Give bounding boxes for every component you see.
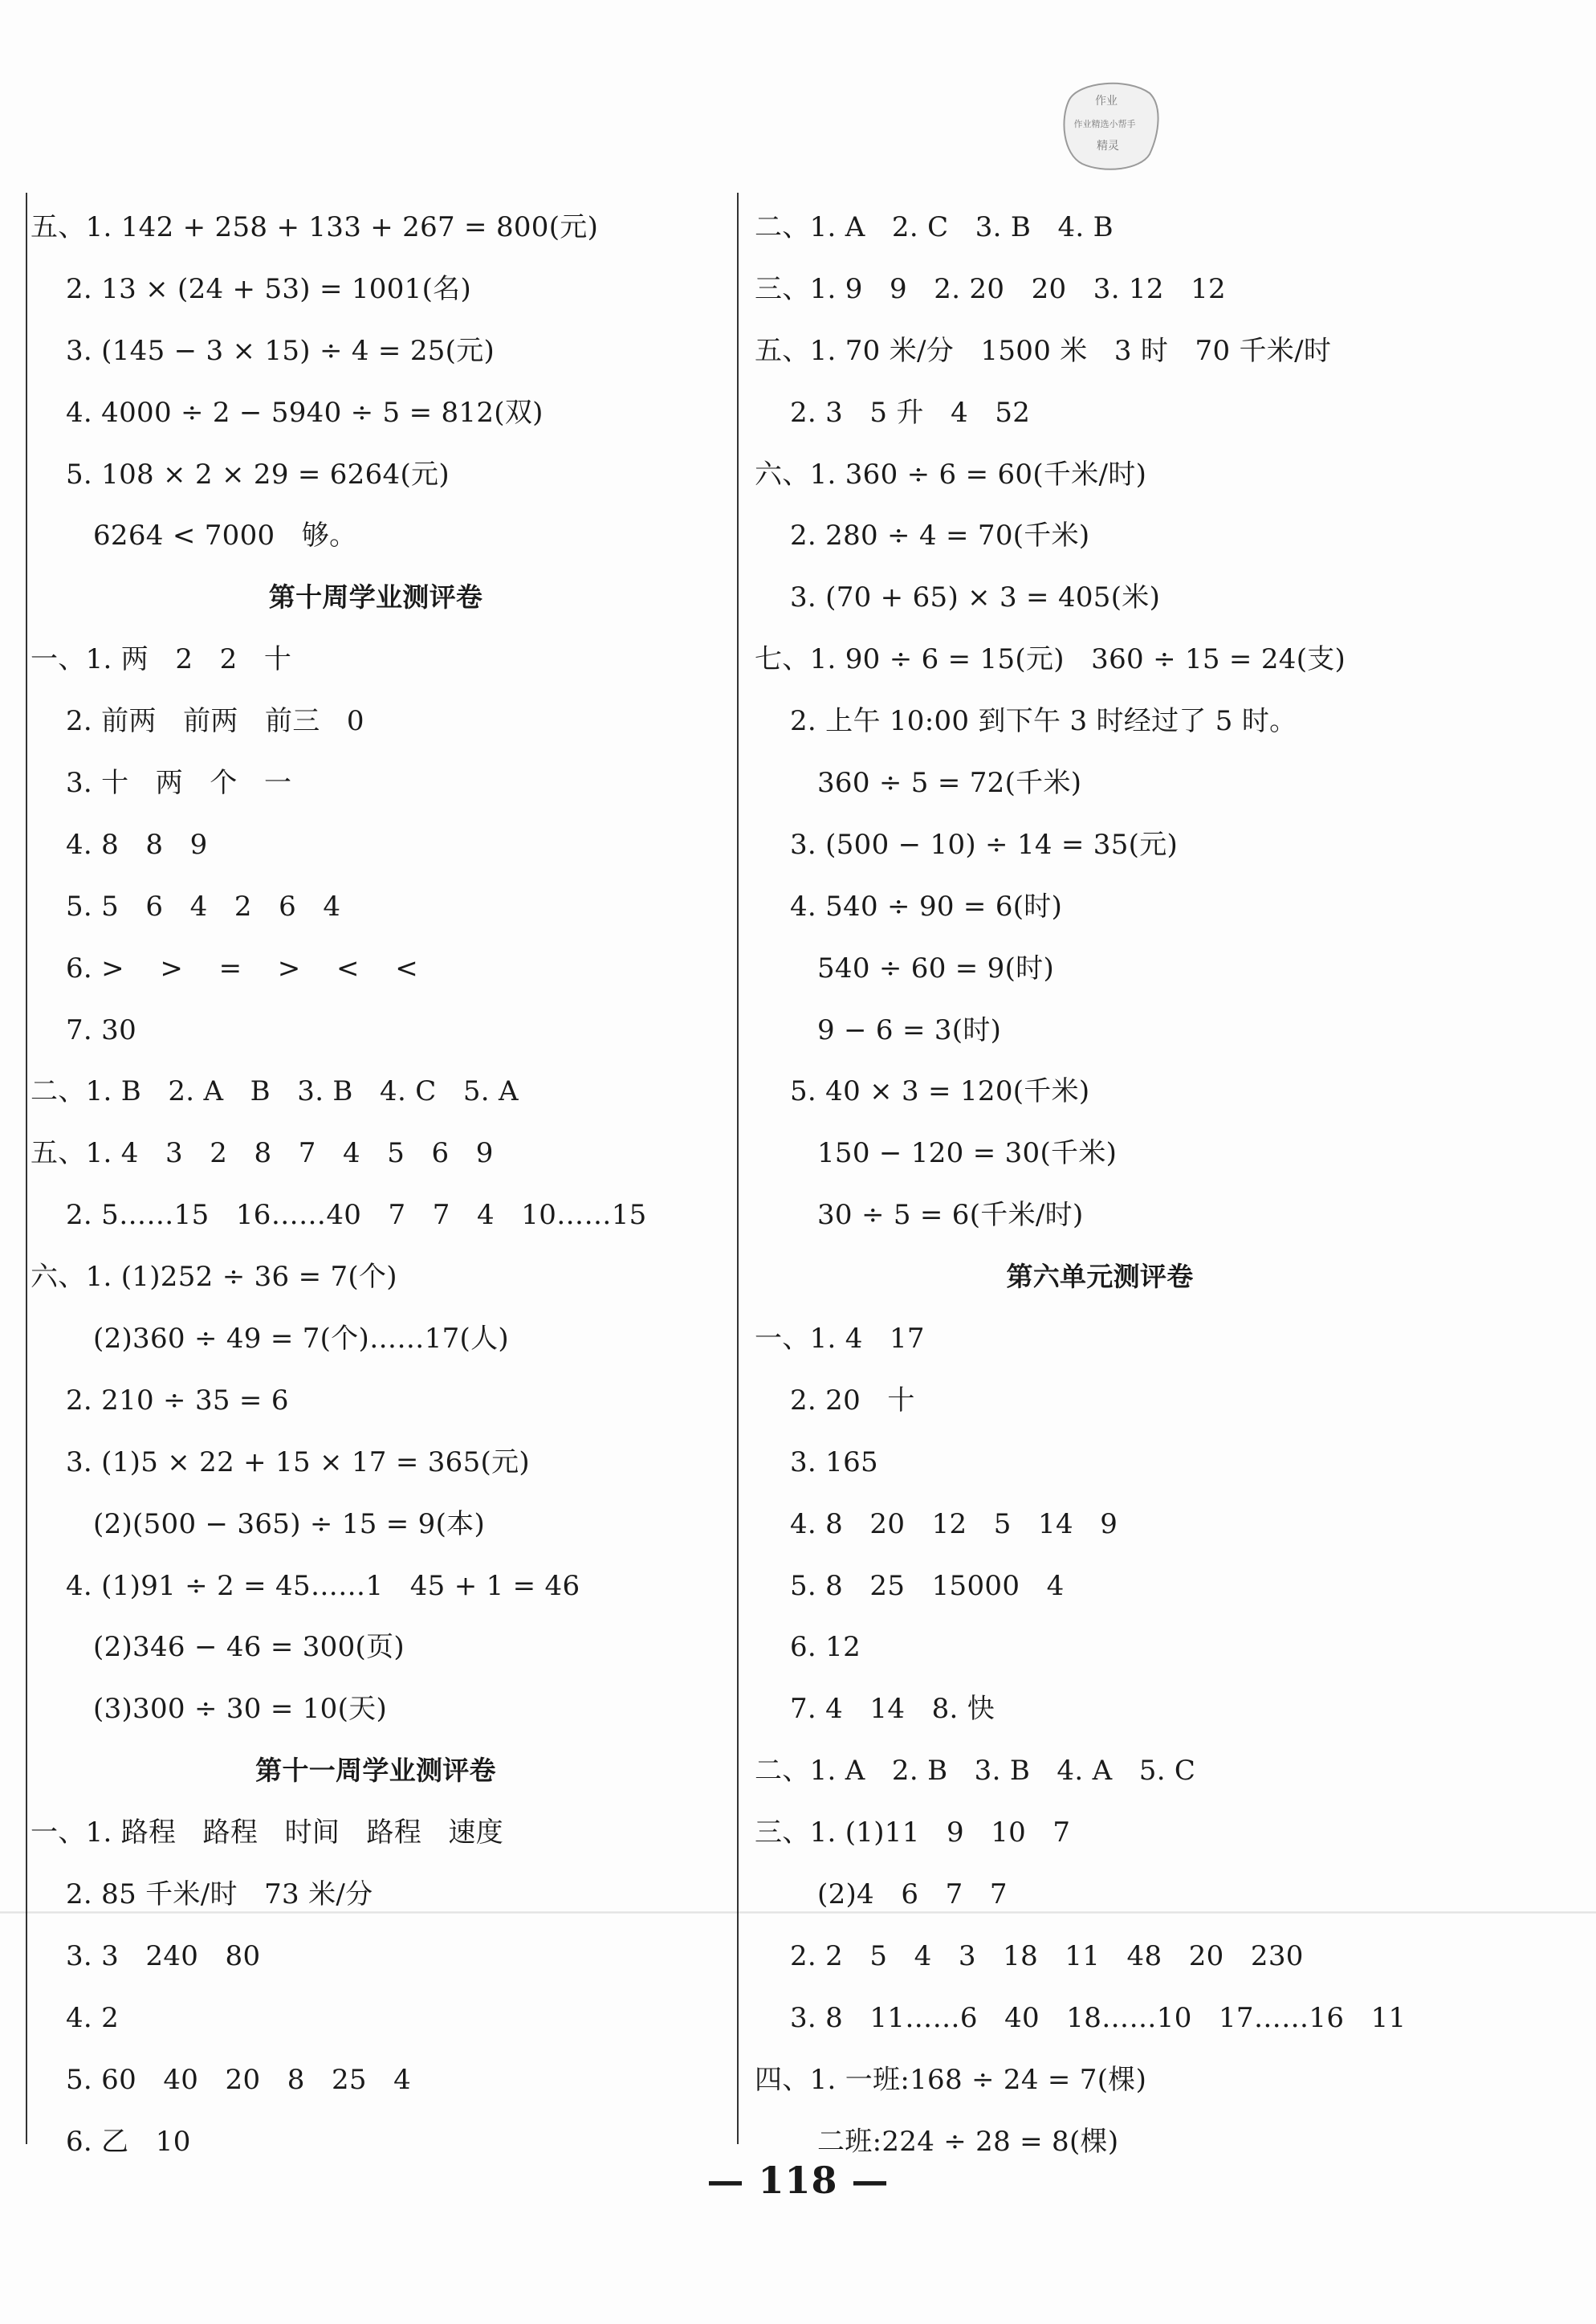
answer-line: 6. > > = > < < — [66, 952, 419, 985]
answer-line: 七、1. 90 ÷ 6 = 15(元) 360 ÷ 15 = 24(支) — [755, 643, 1346, 676]
answer-line: 2. 前两 前两 前三 0 — [66, 705, 364, 738]
answer-line: 2. 上午 10:00 到下午 3 时经过了 5 时。 — [790, 705, 1297, 738]
answer-line: (2)346 − 46 = 300(页) — [93, 1631, 405, 1664]
answer-line: 2. 13 × (24 + 53) = 1001(名) — [66, 272, 472, 305]
answer-line: 2. 280 ÷ 4 = 70(千米) — [790, 520, 1090, 552]
answer-line: 二班:224 ÷ 28 = 8(棵) — [817, 2125, 1119, 2158]
answer-line: 五、1. 142 + 258 + 133 + 267 = 800(元) — [31, 211, 599, 243]
answer-line: 9 − 6 = 3(时) — [817, 1013, 1002, 1046]
section-heading: 第十一周学业测评卷 — [255, 1755, 496, 1787]
left-margin-rule — [26, 193, 27, 2144]
answer-line: 5. 8 25 15000 4 — [790, 1569, 1065, 1602]
svg-text:作业: 作业 — [1095, 95, 1118, 108]
section-heading: 第六单元测评卷 — [1006, 1261, 1194, 1293]
answer-line: 4. 2 — [66, 2001, 120, 2034]
answer-line: 3. (70 + 65) × 3 = 405(米) — [790, 581, 1161, 614]
homework-helper-stamp — [1055, 77, 1161, 173]
answer-line: 三、1. 9 9 2. 20 20 3. 12 12 — [755, 272, 1226, 305]
right-answer-column — [755, 197, 1445, 2173]
answer-line: 4. 8 20 12 5 14 9 — [790, 1507, 1118, 1540]
left-answer-column — [31, 197, 721, 2173]
section-heading: 第十周学业测评卷 — [268, 581, 483, 614]
answer-line: 360 ÷ 5 = 72(千米) — [817, 767, 1082, 800]
answer-line: (2)(500 − 365) ÷ 15 = 9(本) — [93, 1507, 486, 1540]
answer-line: 3. 165 — [790, 1445, 878, 1478]
answer-line: 一、1. 两 2 2 十 — [31, 643, 292, 676]
answer-line: 540 ÷ 60 = 9(时) — [817, 952, 1055, 985]
answer-line: 3. (145 − 3 × 15) ÷ 4 = 25(元) — [66, 334, 495, 367]
answer-line: 五、1. 4 3 2 8 7 4 5 6 9 — [31, 1137, 494, 1170]
answer-line: 六、1. 360 ÷ 6 = 60(千米/时) — [755, 458, 1147, 491]
answer-line: 2. 85 千米/时 73 米/分 — [66, 1878, 373, 1911]
answer-line: 7. 30 — [66, 1013, 137, 1046]
answer-line: 5. 5 6 4 2 6 4 — [66, 890, 341, 923]
answer-line: 4. 8 8 9 — [66, 828, 208, 861]
answer-line: 2. 5……15 16……40 7 7 4 10……15 — [66, 1199, 647, 1232]
answer-line: 二、1. B 2. A B 3. B 4. C 5. A — [31, 1075, 519, 1108]
page-number: — 118 — — [706, 2159, 890, 2202]
answer-line: (3)300 ÷ 30 = 10(天) — [93, 1693, 388, 1726]
answer-line: 4. 4000 ÷ 2 − 5940 ÷ 5 = 812(双) — [66, 396, 544, 429]
answer-line: 3. (1)5 × 22 + 15 × 17 = 365(元) — [66, 1445, 530, 1478]
answer-line: 7. 4 14 8. 快 — [790, 1693, 995, 1726]
answer-line: 4. 540 ÷ 90 = 6(时) — [790, 890, 1063, 923]
column-divider — [737, 193, 739, 2144]
answer-line: 一、1. 4 17 — [755, 1323, 925, 1356]
answer-line: 30 ÷ 5 = 6(千米/时) — [817, 1199, 1084, 1232]
answer-line: 6264 < 7000 够。 — [93, 520, 357, 552]
answer-line: 150 − 120 = 30(千米) — [817, 1137, 1118, 1170]
answer-line: 6. 乙 10 — [66, 2125, 191, 2158]
answer-line: 3. 8 11……6 40 18……10 17……16 11 — [790, 2001, 1407, 2034]
answer-line: 四、1. 一班:168 ÷ 24 = 7(棵) — [755, 2063, 1147, 2096]
svg-text:作业精选小帮手: 作业精选小帮手 — [1073, 119, 1136, 129]
answer-line: 5. 40 × 3 = 120(千米) — [790, 1075, 1090, 1108]
answer-line: 4. (1)91 ÷ 2 = 45……1 45 + 1 = 46 — [66, 1569, 580, 1602]
answer-line: 2. 2 5 4 3 18 11 48 20 230 — [790, 1939, 1304, 1972]
answer-line: 3. 十 两 个 一 — [66, 767, 292, 800]
answer-line: 二、1. A 2. B 3. B 4. A 5. C — [755, 1755, 1196, 1788]
answer-line: 五、1. 70 米/分 1500 米 3 时 70 千米/时 — [755, 334, 1332, 367]
answer-line: 2. 3 5 升 4 52 — [790, 396, 1031, 429]
answer-line: 3. (500 − 10) ÷ 14 = 35(元) — [790, 828, 1179, 861]
answer-line: 2. 210 ÷ 35 = 6 — [66, 1384, 289, 1417]
answer-line: 3. 3 240 80 — [66, 1939, 261, 1972]
answer-line: 6. 12 — [790, 1631, 861, 1664]
answer-line: 三、1. (1)11 9 10 7 — [755, 1816, 1071, 1849]
answer-line: 二、1. A 2. C 3. B 4. B — [755, 211, 1114, 243]
answer-line: (2)360 ÷ 49 = 7(个)……17(人) — [93, 1323, 509, 1356]
answer-line: 一、1. 路程 路程 时间 路程 速度 — [31, 1816, 504, 1849]
answer-line: 5. 60 40 20 8 25 4 — [66, 2063, 412, 2096]
answer-line: 六、1. (1)252 ÷ 36 = 7(个) — [31, 1261, 397, 1294]
answer-line: 5. 108 × 2 × 29 = 6264(元) — [66, 458, 450, 491]
answer-line: (2)4 6 7 7 — [817, 1878, 1008, 1911]
svg-text:精灵: 精灵 — [1097, 140, 1119, 153]
answer-line: 2. 20 十 — [790, 1384, 915, 1417]
